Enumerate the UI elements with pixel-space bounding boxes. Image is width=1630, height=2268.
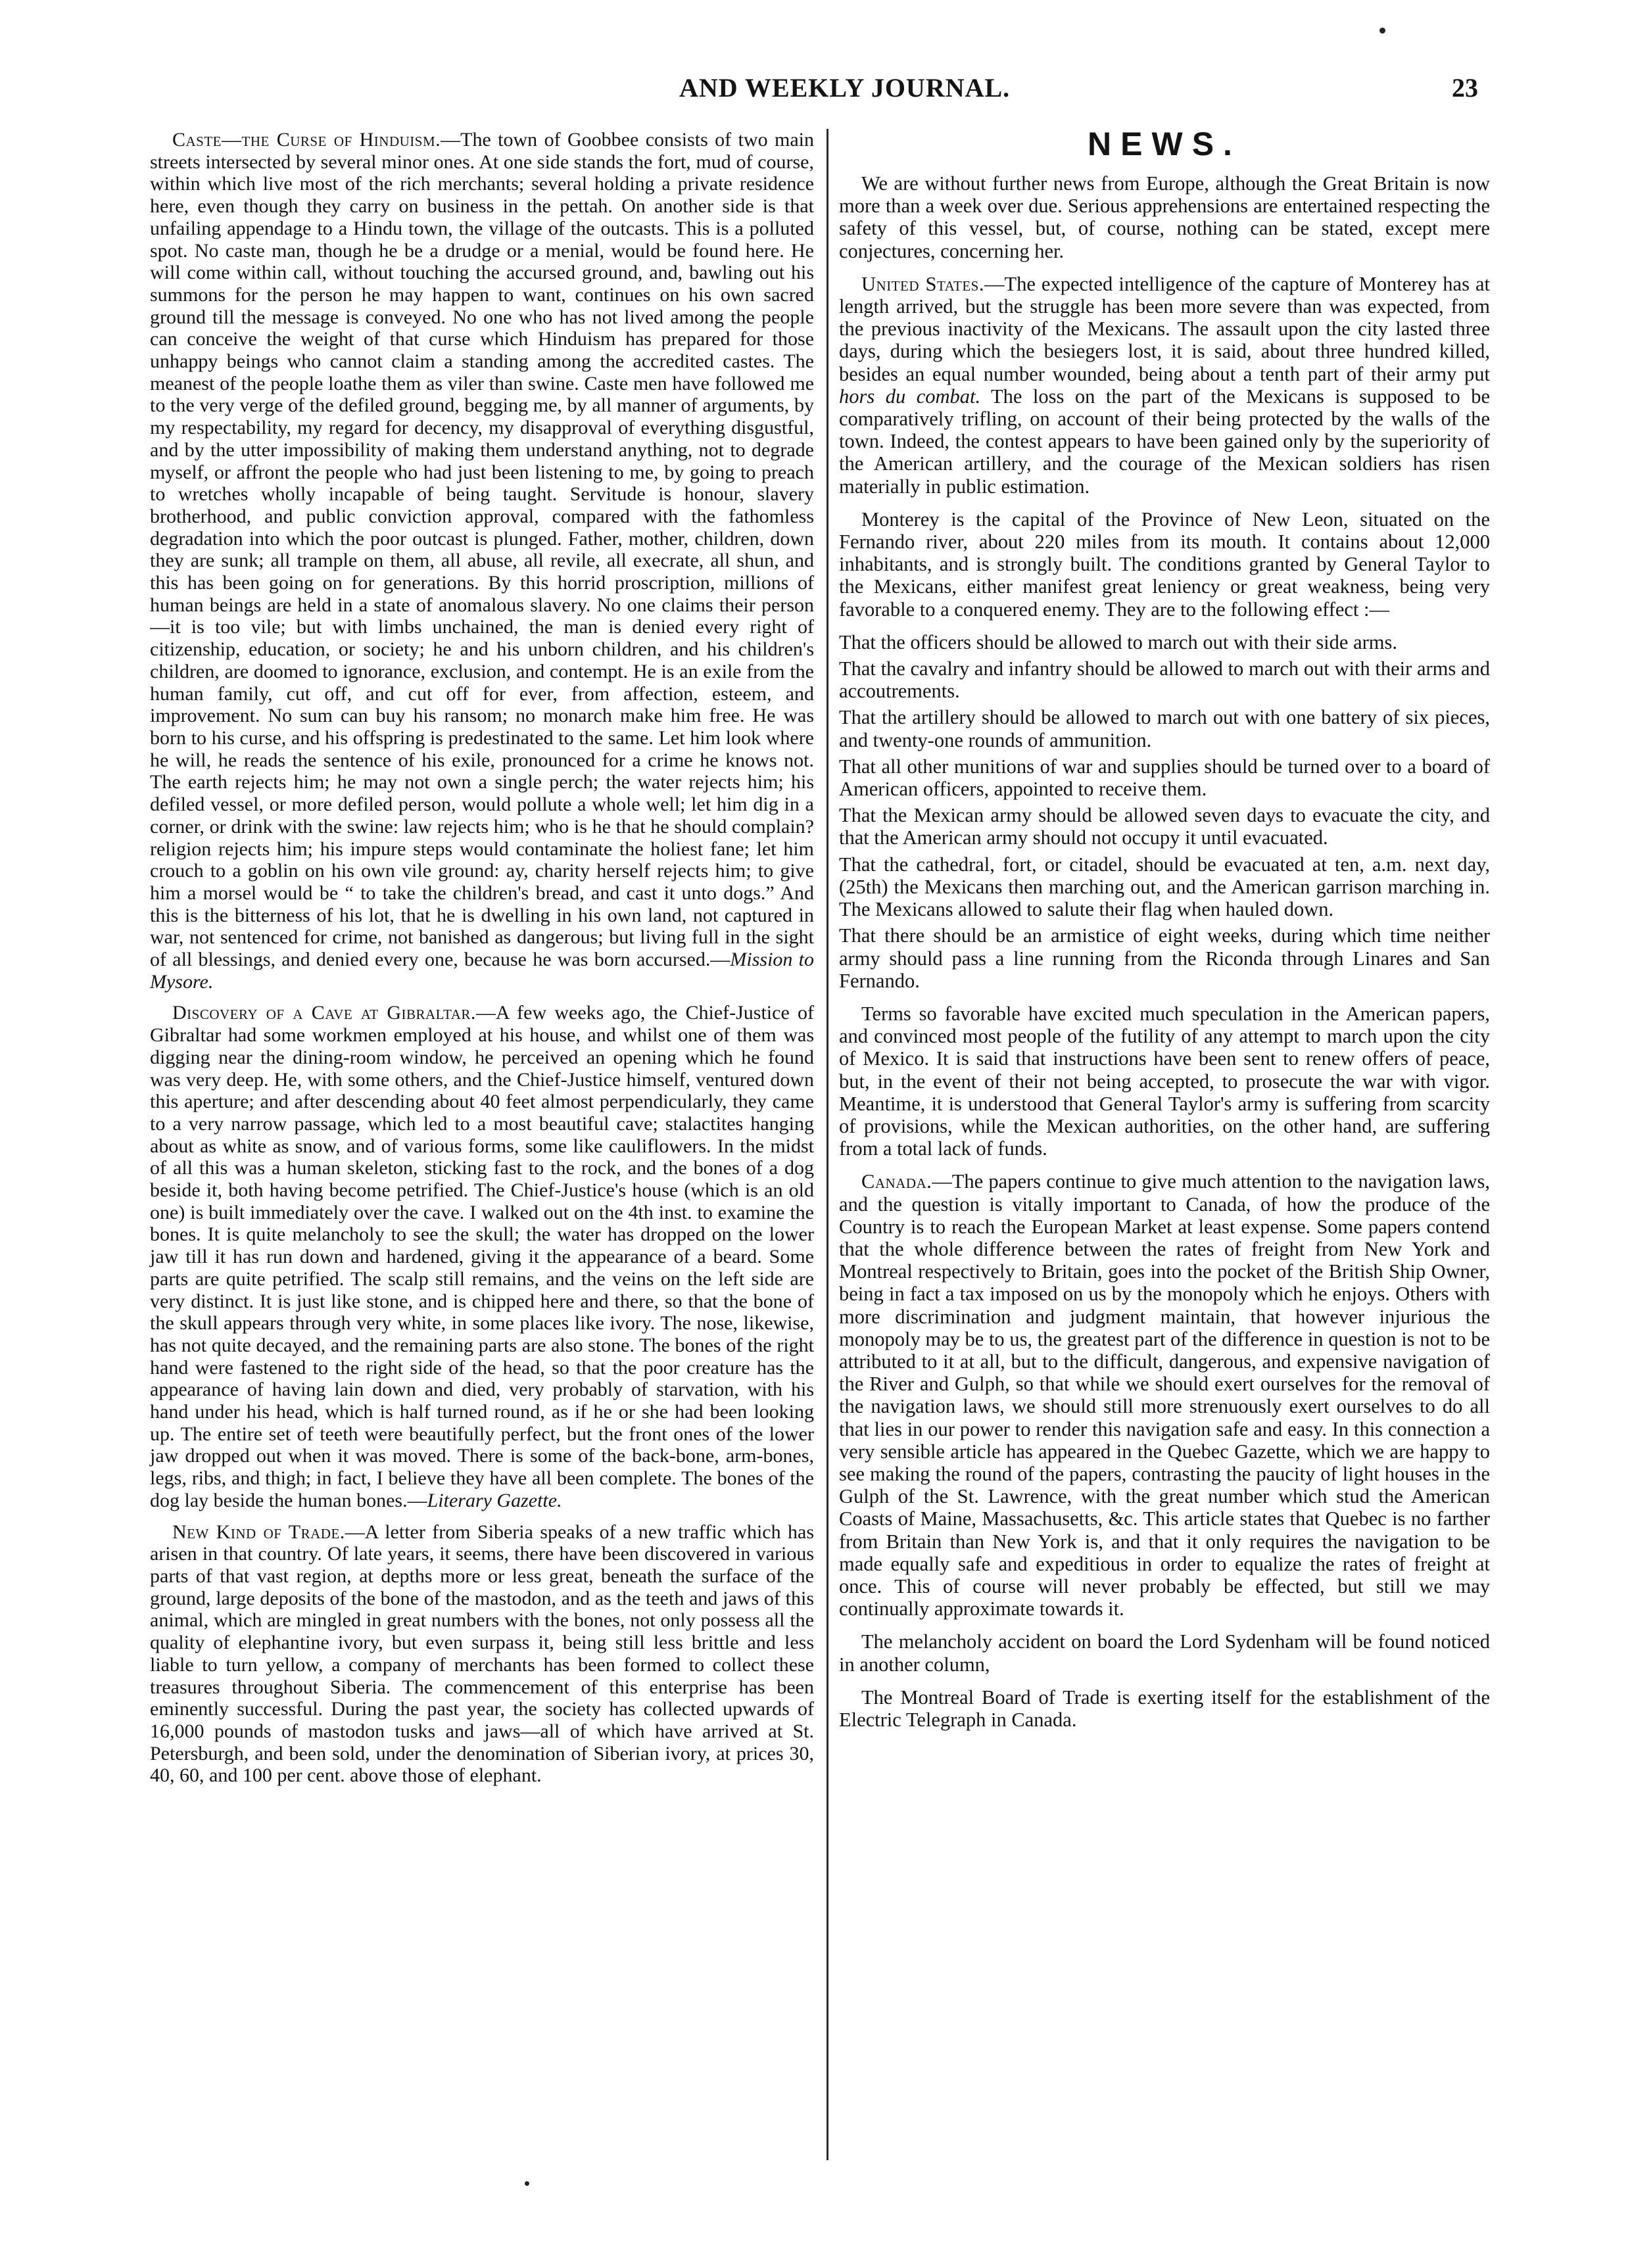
- article-caste: [150, 129, 814, 993]
- term-item: That the Mexican army should be allowed seven days to evacuate the city, and that the American army should not occupy it until evacuated.: [839, 804, 1490, 849]
- news-heading: NEWS.: [1088, 126, 1241, 162]
- left-column: [150, 129, 814, 1796]
- article-cave: [150, 1002, 814, 1511]
- term-item: That the cathedral, fort, or citadel, should be evacuated at ten, a.m. next day, (25th) the Mexicans then marching out, and the American garrison marching in. The Mexicans allowed to salute their flag when hauled down.: [839, 853, 1490, 921]
- article-heading: Discovery of a Cave at Gibraltar.: [172, 1002, 476, 1024]
- term-item: That there should be an armistice of eight weeks, during which time neither army should pass a line running from the Riconda through Linares and San Fernando.: [839, 924, 1490, 992]
- term-item: That all other munitions of war and supplies should be turned over to a board of American officers, appointed to receive them.: [839, 755, 1490, 801]
- ink-speck: [1379, 28, 1385, 34]
- term-item: That the artillery should be allowed to march out with one battery of six pieces, and twenty-one rounds of ammunition.: [839, 706, 1490, 751]
- article-trade: [150, 1521, 814, 1787]
- ink-speck: [525, 2181, 529, 2186]
- article-heading: Caste—the Curse of Hinduism.: [172, 129, 441, 151]
- right-column: [839, 128, 1490, 1741]
- article-body: —The town of Goobbee consists of two main streets intersected by several minor ones. At one side stands the fort, mud of course, within which live most of the rich merchants; several holding a private residence here, even though they carry on business in the pettah. On another side is that unfailing appendage to a Hindu town, the village of the outcasts. This is a polluted spot. No caste man, though he be a drudge or a menial, would be found here. He will come within call, without touching the accursed ground, and, bawling out his summons for the person he may happen to want, continues on his own sacred ground till the message is conveyed. No one who has not lived among the people can conceive the weight of that curse which Hinduism has prepared for those unhappy beings who cannot claim a standing among the accredited castes. The meanest of the people loathe them as viler than swine. Caste men have followed me to the very verge of the defiled ground, begging me, by all manner of arguments, by my respectability, my regard for decency, my disapproval of everything disgustful, and by the utter impossibility of making them understand anything, not to degrade myself, or affront the people who had just been listening to me, by going to preach to wretches wholly incapable of being taught. Servitude is honour, slavery brotherhood, and public conviction approval, compared with the fathomless degradation into which the poor outcast is plunged. Father, mother, children, down they are sunk; all trample on them, all abuse, all revile, all execrate, all shun, and this has been going on for generations. By this horrid proscription, millions of human beings are held in a state of anomalous slavery. No one claims their person—it is too vile; but with limbs unchained, the man is denied every right of citizenship, education, or society; he and his unborn children, and his children's children, are doomed to ignorance, exclusion, and contempt. He is an exile from the human family, cut off, and cut off for ever, from affection, esteem, and improvement. No sum can buy his ransom; no monarch make him free. He was born to his curse, and his offspring is predestinated to the same. Let him look where he will, he reads the sentence of his exile, pronounced for a crime he knows not. The earth rejects him; he may not own a single perch; the water rejects him; his defiled vessel, or more defiled person, would pollute a whole well; let him dig in a corner, or drink with the swine: law rejects him; who is he that he should complain? religion rejects him; his impure steps would contaminate the holiest fane; let him crouch to a goblin on his own vile ground: ay, charity herself rejects him; to give him a morsel would be “ to take the children's bread, and cast it unto dogs.” And this is the bitterness of his lot, that he is dwelling in his own land, not captured in war, not sentenced for crime, not banished as dangerous; but living full in the sight of all blessings, and denied every one, because he was born accursed.—: [150, 129, 814, 971]
- section-heading: United States.: [861, 272, 984, 295]
- term-item: That the officers should be allowed to march out with their side arms.: [839, 630, 1397, 653]
- section-heading: Canada.: [861, 1170, 932, 1193]
- term-item: That the cavalry and infantry should be allowed to march out with their arms and accoutrements.: [839, 657, 1490, 703]
- column-rule: [827, 129, 828, 2160]
- news-telegraph: The Montreal Board of Trade is exerting itself for the establishment of the Electric Telegraph in Canada.: [839, 1686, 1490, 1731]
- news-intro: We are without further news from Europe, although the Great Britain is now more than a week over due. Serious apprehensions are entertained respecting the safety of this vessel, but, of course, nothing can be stated, except mere conjectures, concerning her.: [839, 172, 1490, 262]
- news-sydenham: The melancholy accident on board the Lord Sydenham will be found noticed in another column,: [839, 1630, 1490, 1676]
- section-body: —The expected intelligence of the capture of Monterey has at length arrived, but the struggle has been more severe than was expected, from the previous inactivity of the Mexicans. The assault upon the city lasted three days, during which the besiegers lost, it is said, about three hundred killed, besides an equal number wounded, being about a tenth part of their army put: [839, 272, 1490, 385]
- news-canada: [839, 1170, 1490, 1620]
- article-source: Mission to Mysore.: [150, 949, 814, 993]
- article-heading: New Kind of Trade.: [172, 1521, 345, 1543]
- page-number: 23: [1452, 73, 1478, 103]
- section-body: —The papers continue to give much attention to the navigation laws, and the question is vitally important to Canada, of how the produce of the Country is to reach the European Market at least expense. Some papers contend that the whole difference between the rates of freight from New York and Montreal respectively to Britain, goes into the pocket of the British Ship Owner, being in fact a tax imposed on us by the monopoly which he enjoys. Others with more discrimination and judgment maintain, that however injurious the monopoly may be to us, the greatest part of the difference in question is not to be attributed to it at all, but to the difficult, dangerous, and expensive navigation of the River and Gulph, so that while we should exert ourselves for the removal of the navigation laws, we should still more strenuously exert ourselves to do all that lies in our power to render this navigation safe and easy. In this connection a very sensible article has appeared in the Quebec Gazette, which we are happy to see making the round of the papers, contrasting the paucity of light houses in the Gulph of the St. Lawrence, with the great number which stud the American Coasts of Maine, Massachusetts, &c. This article states that Quebec is no farther from Britain than New York is, and that it only requires the navigation to be made equally safe and expeditious in order to equalize the rates of freight at once. This of course will never probably be effected, but still we may continually approximate towards it.: [839, 1170, 1490, 1620]
- article-body: —A few weeks ago, the Chief-Justice of Gibraltar had some workmen employed at his house, and whilst one of them was digging near the dining-room window, he perceived an opening which he found was very deep. He, with some others, and the Chief-Justice himself, ventured down this aperture; and after descending about 40 feet almost perpendicularly, they came to a very narrow passage, which led to a most beautiful cave; stalactites hanging about as white as snow, and of various forms, some like cauliflowers. In the midst of all this was a human skeleton, sticking fast to the rock, and the bones of a dog beside it, both having become petrified. The Chief-Justice's house (which is an old one) is built immediately over the cave. I walked out on the 4th inst. to examine the bones. It is quite melancholy to see the skull; the water has dropped on the lower jaw till it has run down and hardened, giving it the appearance of a beard. Some parts are quite petrified. The scalp still remains, and the veins on the left side are very distinct. It is just like stone, and is chipped here and there, so that the bone of the skull appears through very white, in some places like ivory. The nose, likewise, has not quite decayed, and the remaining parts are also stone. The bones of the right hand were fastened to the right side of the head, so that the poor creature has the appearance of having lain down and died, very probably of starvation, with his hand under his head, which is half turned round, as if he or she had been looking up. The entire set of teeth were beautifully perfect, but the front ones of the lower jaw dropped out when it was moved. There is some of the back-bone, arm-bones, legs, ribs, and thigh; in fact, I believe they have all been complete. The bones of the dog lay beside the human bones.—: [150, 1002, 814, 1511]
- article-body: —A letter from Siberia speaks of a new traffic which has arisen in that country. Of late years, it seems, there have been discovered in various parts of that vast region, at depths more or less great, beneath the surface of the ground, large deposits of the bone of the mastodon, and as the teeth and jaws of this animal, which are mingled in great numbers with the bones, not only possess all the quality of elephantine ivory, but even surpass it, being still less brittle and less liable to turn yellow, a company of merchants has been formed to collect these treasures throughout Siberia. The commencement of this enterprise has been eminently successful. During the past year, the society has collected upwards of 16,000 pounds of mastodon tusks and jaws—all of which have arrived at St. Petersburgh, and been sold, under the denomination of Siberian ivory, at prices 30, 40, 60, and 100 per cent. above those of elephant.: [150, 1521, 814, 1787]
- section-body-cont: The loss on the part of the Mexicans is supposed to be comparatively trifling, on account of their being protected by the walls of the town. Indeed, the contest appears to have been gained only by the superiority of the American artillery, and the courage of the Mexican soldiers has risen materially in public estimation.: [839, 385, 1490, 498]
- running-head: AND WEEKLY JOURNAL.: [679, 73, 1011, 103]
- section-italic: hors du combat.: [839, 385, 981, 408]
- news-united-states: [839, 273, 1490, 498]
- news-monterey: Monterey is the capital of the Province of New Leon, situated on the Fernando river, about 220 miles from its mouth. It contains about 12,000 inhabitants, and is strongly built. The conditions granted by General Taylor to the Mexicans, either manifest great leniency or great weakness, being very favorable to a conquered enemy. They are to the following effect :—: [839, 508, 1490, 621]
- news-terms-comment: Terms so favorable have excited much speculation in the American papers, and convinced most people of the futility of any attempt to march upon the city of Mexico. It is said that instructions have been sent to renew offers of peace, but, in the event of their not being accepted, to prosecute the war with vigor. Meantime, it is understood that General Taylor's army is suffering from scarcity of provisions, while the Mexican authorities, on the other hand, are suffering from a total lack of funds.: [839, 1002, 1490, 1160]
- article-source: Literary Gazette.: [427, 1489, 562, 1511]
